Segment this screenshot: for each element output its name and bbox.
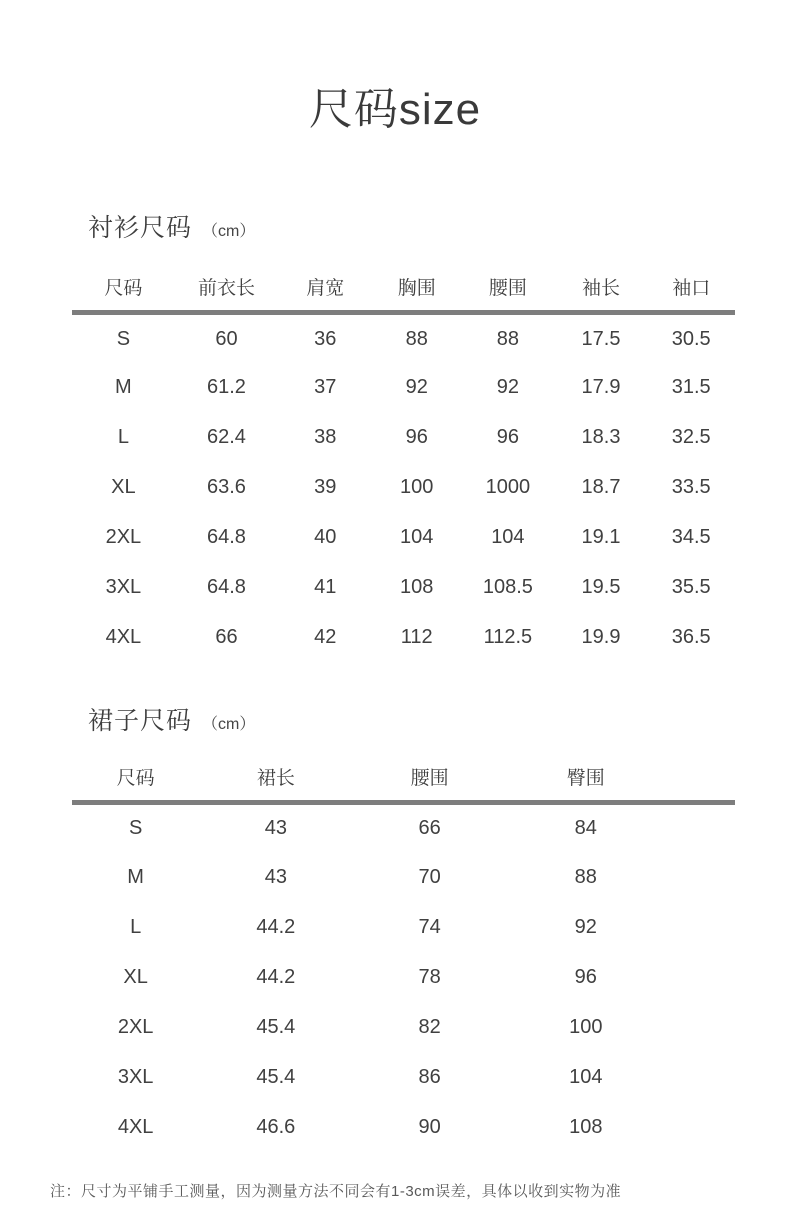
table-cell: 19.5: [581, 576, 621, 599]
table-cell: 42: [314, 626, 337, 649]
table-cell: 43: [264, 817, 287, 840]
table-cell: 19.1: [581, 526, 621, 549]
skirt-header-row: [72, 759, 735, 803]
table-row: [72, 903, 735, 953]
table-cell: 108.5: [482, 576, 533, 599]
shirt-section-title: 衬衫尺码: [88, 214, 193, 242]
table-cell: 66: [215, 626, 238, 649]
table-cell: XL: [123, 966, 148, 988]
table-cell: 45.4: [256, 1066, 296, 1088]
table-cell: 104: [491, 526, 525, 549]
shirt-section-heading: [88, 214, 735, 243]
table-cell: S: [128, 817, 143, 840]
table-cell: 3XL: [105, 576, 142, 599]
table-cell: 61.2: [206, 376, 246, 399]
table-cell: 4XL: [117, 1116, 154, 1138]
spacer-cell: [665, 903, 735, 953]
page-title: 尺码size: [308, 85, 482, 134]
table-row: [72, 363, 735, 413]
table-cell: 33.5: [671, 476, 711, 499]
table-cell: 100: [569, 1016, 603, 1038]
table-cell: 4XL: [105, 626, 142, 649]
table-row: [72, 513, 735, 563]
table-cell: 39: [314, 476, 337, 499]
table-cell: 78: [418, 966, 441, 988]
table-cell: 92: [405, 376, 428, 399]
table-row: [72, 313, 735, 363]
table-cell: 46.6: [256, 1116, 296, 1138]
table-cell: 112.5: [483, 626, 533, 649]
table-cell: 88: [405, 327, 428, 350]
measurement-note: 注：尺寸为平铺手工测量，因为测量方法不同会有1-3cm误差，具体以收到实物为准: [50, 1182, 622, 1200]
table-cell: S: [116, 327, 131, 350]
table-cell: 100: [400, 476, 434, 499]
spacer-cell: [665, 759, 735, 803]
table-cell: 108: [569, 1116, 603, 1138]
table-row: [72, 413, 735, 463]
table-row: [72, 1103, 735, 1153]
table-cell: 96: [574, 966, 597, 988]
table-cell: 60: [215, 327, 238, 350]
table-row: [72, 613, 735, 663]
column-header: 尺码: [116, 767, 155, 789]
table-cell: XL: [111, 476, 136, 499]
table-cell: 70: [418, 866, 441, 888]
column-header: 腰围: [488, 278, 527, 299]
column-header: 肩宽: [306, 278, 345, 299]
shirt-size-table: [72, 269, 735, 663]
skirt-section-title: 裙子尺码: [88, 706, 193, 735]
spacer-cell: [665, 953, 735, 1003]
table-cell: 36: [314, 327, 337, 350]
table-cell: M: [115, 376, 132, 399]
table-cell: 64.8: [206, 576, 246, 599]
table-cell: 41: [314, 576, 337, 599]
column-header: 臀围: [566, 767, 605, 789]
table-cell: 18.7: [581, 476, 621, 499]
table-cell: 63.6: [206, 476, 246, 499]
table-cell: 36.5: [671, 626, 711, 649]
table-cell: 112: [400, 626, 433, 649]
spacer-cell: [665, 853, 735, 903]
spacer-cell: [665, 1003, 735, 1053]
table-cell: 92: [574, 916, 597, 938]
shirt-unit-label: （cm）: [202, 223, 256, 240]
table-cell: 66: [418, 817, 441, 840]
table-cell: 1000: [485, 476, 531, 499]
table-cell: 17.5: [581, 327, 621, 350]
table-cell: 35.5: [671, 576, 711, 599]
column-header: 袖口: [672, 278, 711, 299]
table-row: [72, 1003, 735, 1053]
table-cell: 30.5: [671, 327, 711, 350]
table-cell: 19.9: [581, 626, 621, 649]
table-cell: L: [117, 426, 129, 449]
skirt-section-heading: [88, 707, 735, 736]
table-row: [72, 853, 735, 903]
table-row: [72, 463, 735, 513]
column-header: 袖长: [582, 278, 621, 299]
table-cell: 86: [418, 1066, 441, 1088]
table-cell: 90: [418, 1116, 441, 1138]
table-cell: 18.3: [581, 426, 621, 449]
table-cell: 62.4: [206, 426, 246, 449]
table-cell: 84: [574, 817, 597, 840]
table-cell: 40: [314, 526, 337, 549]
table-cell: 104: [569, 1066, 603, 1088]
table-cell: 74: [418, 916, 441, 938]
table-cell: 2XL: [105, 526, 142, 549]
table-cell: M: [127, 866, 144, 888]
table-cell: 45.4: [256, 1016, 296, 1038]
table-cell: 3XL: [117, 1066, 154, 1088]
column-header: 裙长: [256, 767, 295, 789]
table-cell: 88: [496, 327, 519, 350]
shirt-header-row: [72, 269, 735, 313]
column-header: 腰围: [410, 767, 449, 789]
table-cell: 37: [314, 376, 337, 399]
column-header: 前衣长: [197, 278, 255, 299]
table-cell: 82: [418, 1016, 441, 1038]
table-cell: L: [130, 916, 142, 938]
table-cell: 96: [496, 426, 519, 449]
spacer-cell: [665, 1053, 735, 1103]
column-header: 尺码: [104, 278, 143, 299]
table-row: [72, 953, 735, 1003]
skirt-size-table: [72, 759, 735, 1153]
spacer-cell: [665, 1103, 735, 1153]
table-cell: 64.8: [206, 526, 246, 549]
table-row: [72, 563, 735, 613]
table-cell: 92: [496, 376, 519, 399]
table-cell: 31.5: [671, 376, 711, 399]
spacer-cell: [665, 803, 735, 853]
table-cell: 104: [400, 526, 434, 549]
column-header: 胸围: [397, 278, 436, 299]
table-cell: 32.5: [671, 426, 711, 449]
table-cell: 34.5: [671, 526, 711, 549]
table-cell: 44.2: [256, 966, 296, 988]
skirt-unit-label: （cm）: [202, 715, 256, 733]
table-cell: 96: [405, 426, 428, 449]
content-area: [72, 214, 735, 1153]
table-cell: 44.2: [256, 916, 296, 938]
table-cell: 43: [264, 866, 287, 888]
table-row: [72, 1053, 735, 1103]
table-cell: 108: [400, 576, 434, 599]
table-cell: 88: [574, 866, 597, 888]
table-cell: 2XL: [117, 1016, 154, 1038]
table-cell: 17.9: [581, 376, 621, 399]
table-cell: 38: [314, 426, 337, 449]
table-row: [72, 803, 735, 853]
